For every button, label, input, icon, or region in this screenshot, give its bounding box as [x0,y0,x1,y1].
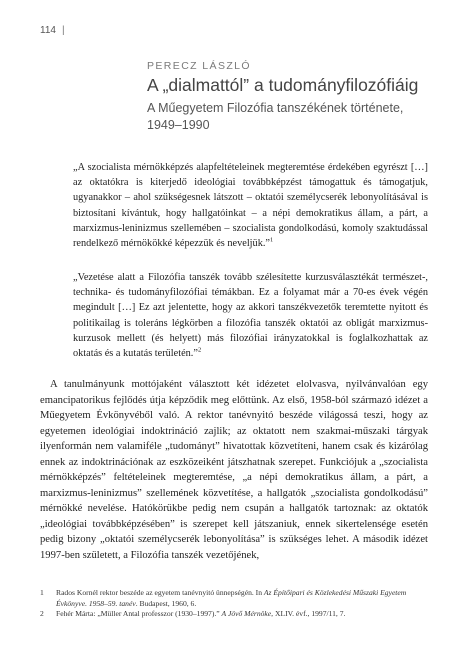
footnote-ref-2[interactable]: 2 [197,346,202,354]
page-number-separator: | [61,25,65,36]
footnote-2-pre: Fehér Márta: „Müller Antal professzor (1930–1997).” [56,609,222,618]
chapter-subtitle-line1: A Műegyetem Filozófia tanszékének története, [147,101,404,115]
footnote-2-post: , XLIV. évf., 1997/11, 7. [271,609,346,618]
chapter-header [147,60,447,134]
footnote-1-pre: Rados Kornél rektor beszéde az egyetem tanévnyitó ünnepségén. In [56,588,264,597]
footnotes [40,588,430,620]
motto-quote-2-text: „Vezetése alatt a Filozófia tanszék tovább szélesítette kurzusválasztékát természet-, technika- és tudományfilozófiai témákban. Ez a folyamat már a 70-es évek végén megindult […] Ez azt jelentette, hogy az akkori tanszékvezetők teremtette nyitott és politikailag is toleráns légkörben a filozófia tanszék oktatói az obligát marxizmus-kurzusok mellett (és helyett) más filozófiai irányzatokkal is foglalkozhattak az oktatás és a kutatás területén.” [73,272,428,360]
footnote-1-post: . Budapest, 1960, 6. [135,598,197,608]
chapter-subtitle [147,100,447,134]
footnote-2-number: 2 [40,609,44,618]
footnote-2-text [56,609,430,620]
chapter-subtitle-line2: 1949–1990 [147,118,210,132]
footnote-1 [40,588,430,609]
footnote-2-source-title: A Jövő Mérnöke [221,609,272,618]
footnote-ref-1[interactable]: 1 [269,236,274,244]
page-number-value: 114 [40,25,56,36]
body-paragraph: A tanulmányunk mottójaként választott két idézetet elolvasva, nyilvánvalóan egy emancipatorikus fejlődés útja képződik meg előttünk. Az első, 1958-ból származó idézet a Műegyetem Évkönyvéből való. A rektor tanévnyitó beszéde világossá teszi, hogy az egyetemen ideológiai indoktrináció zajlik; az oktatott nem szakmai-műszaki tárgyak ilyenformán nem valamiféle „tudományt” hivatottak közvetíteni, hanem csak és kizárólag ennek az indoktrinációnak az eszközeiként játszhatnak szerepet. Funkciójuk a „szocialista mérnökképzés” feltételeinek megteremtése, „a népi demokratikus állam, a párt, a marxizmus-leninizmus” szellemének közvetítése, a hallgatók „szocialista gondolkodású” mérnökké nevelése. Hatókörükbe pedig nem csupán a hallgatók tartoznak: az oktatók „ideológiai továbbképzésében” is szerepet kell játszaniuk, ennek sikertelensége esetén pedig bizony „oktatói személycserék lebonyolítása” is szükséges lehet. A második idézet 1997-ben született, a Filozófia tanszék vezetőjének, [40,379,428,562]
page-number [40,25,65,36]
motto-quote-1 [73,160,428,251]
footnote-1-text [56,588,430,609]
main-text [40,377,428,564]
motto-quote-1-text: „A szocialista mérnökképzés alapfeltételeinek megteremtése érdekében egyrészt […] az oktatókra is kiterjedő ideológiai továbbképzést támogattuk és támogatjuk, ugyanakkor – ahol szükségesnek látszott – oktatói személycserék lebonyolításával is biztosítani kívántuk, hogy hallgatóinkat – a népi demokratikus állam, a párt, a marxizmus-leninizmus szellemében – szocialista gondolkodású, komoly szaktudással rendelkező mérnökökké képezzük és neveljük.” [73,162,428,250]
footnote-1-source-title: Az Építőipari és Közlekedési Műszaki Egyetem Évkönyve. 1958–59. tanév [56,588,407,608]
chapter-title: A „dialmattól” a tudományfilozófiáig [147,75,419,95]
footnote-1-number: 1 [40,588,44,597]
footnote-2 [40,609,430,620]
chapter-author: PERECZ LÁSZLÓ [147,60,251,72]
motto-quote-2 [73,270,428,361]
